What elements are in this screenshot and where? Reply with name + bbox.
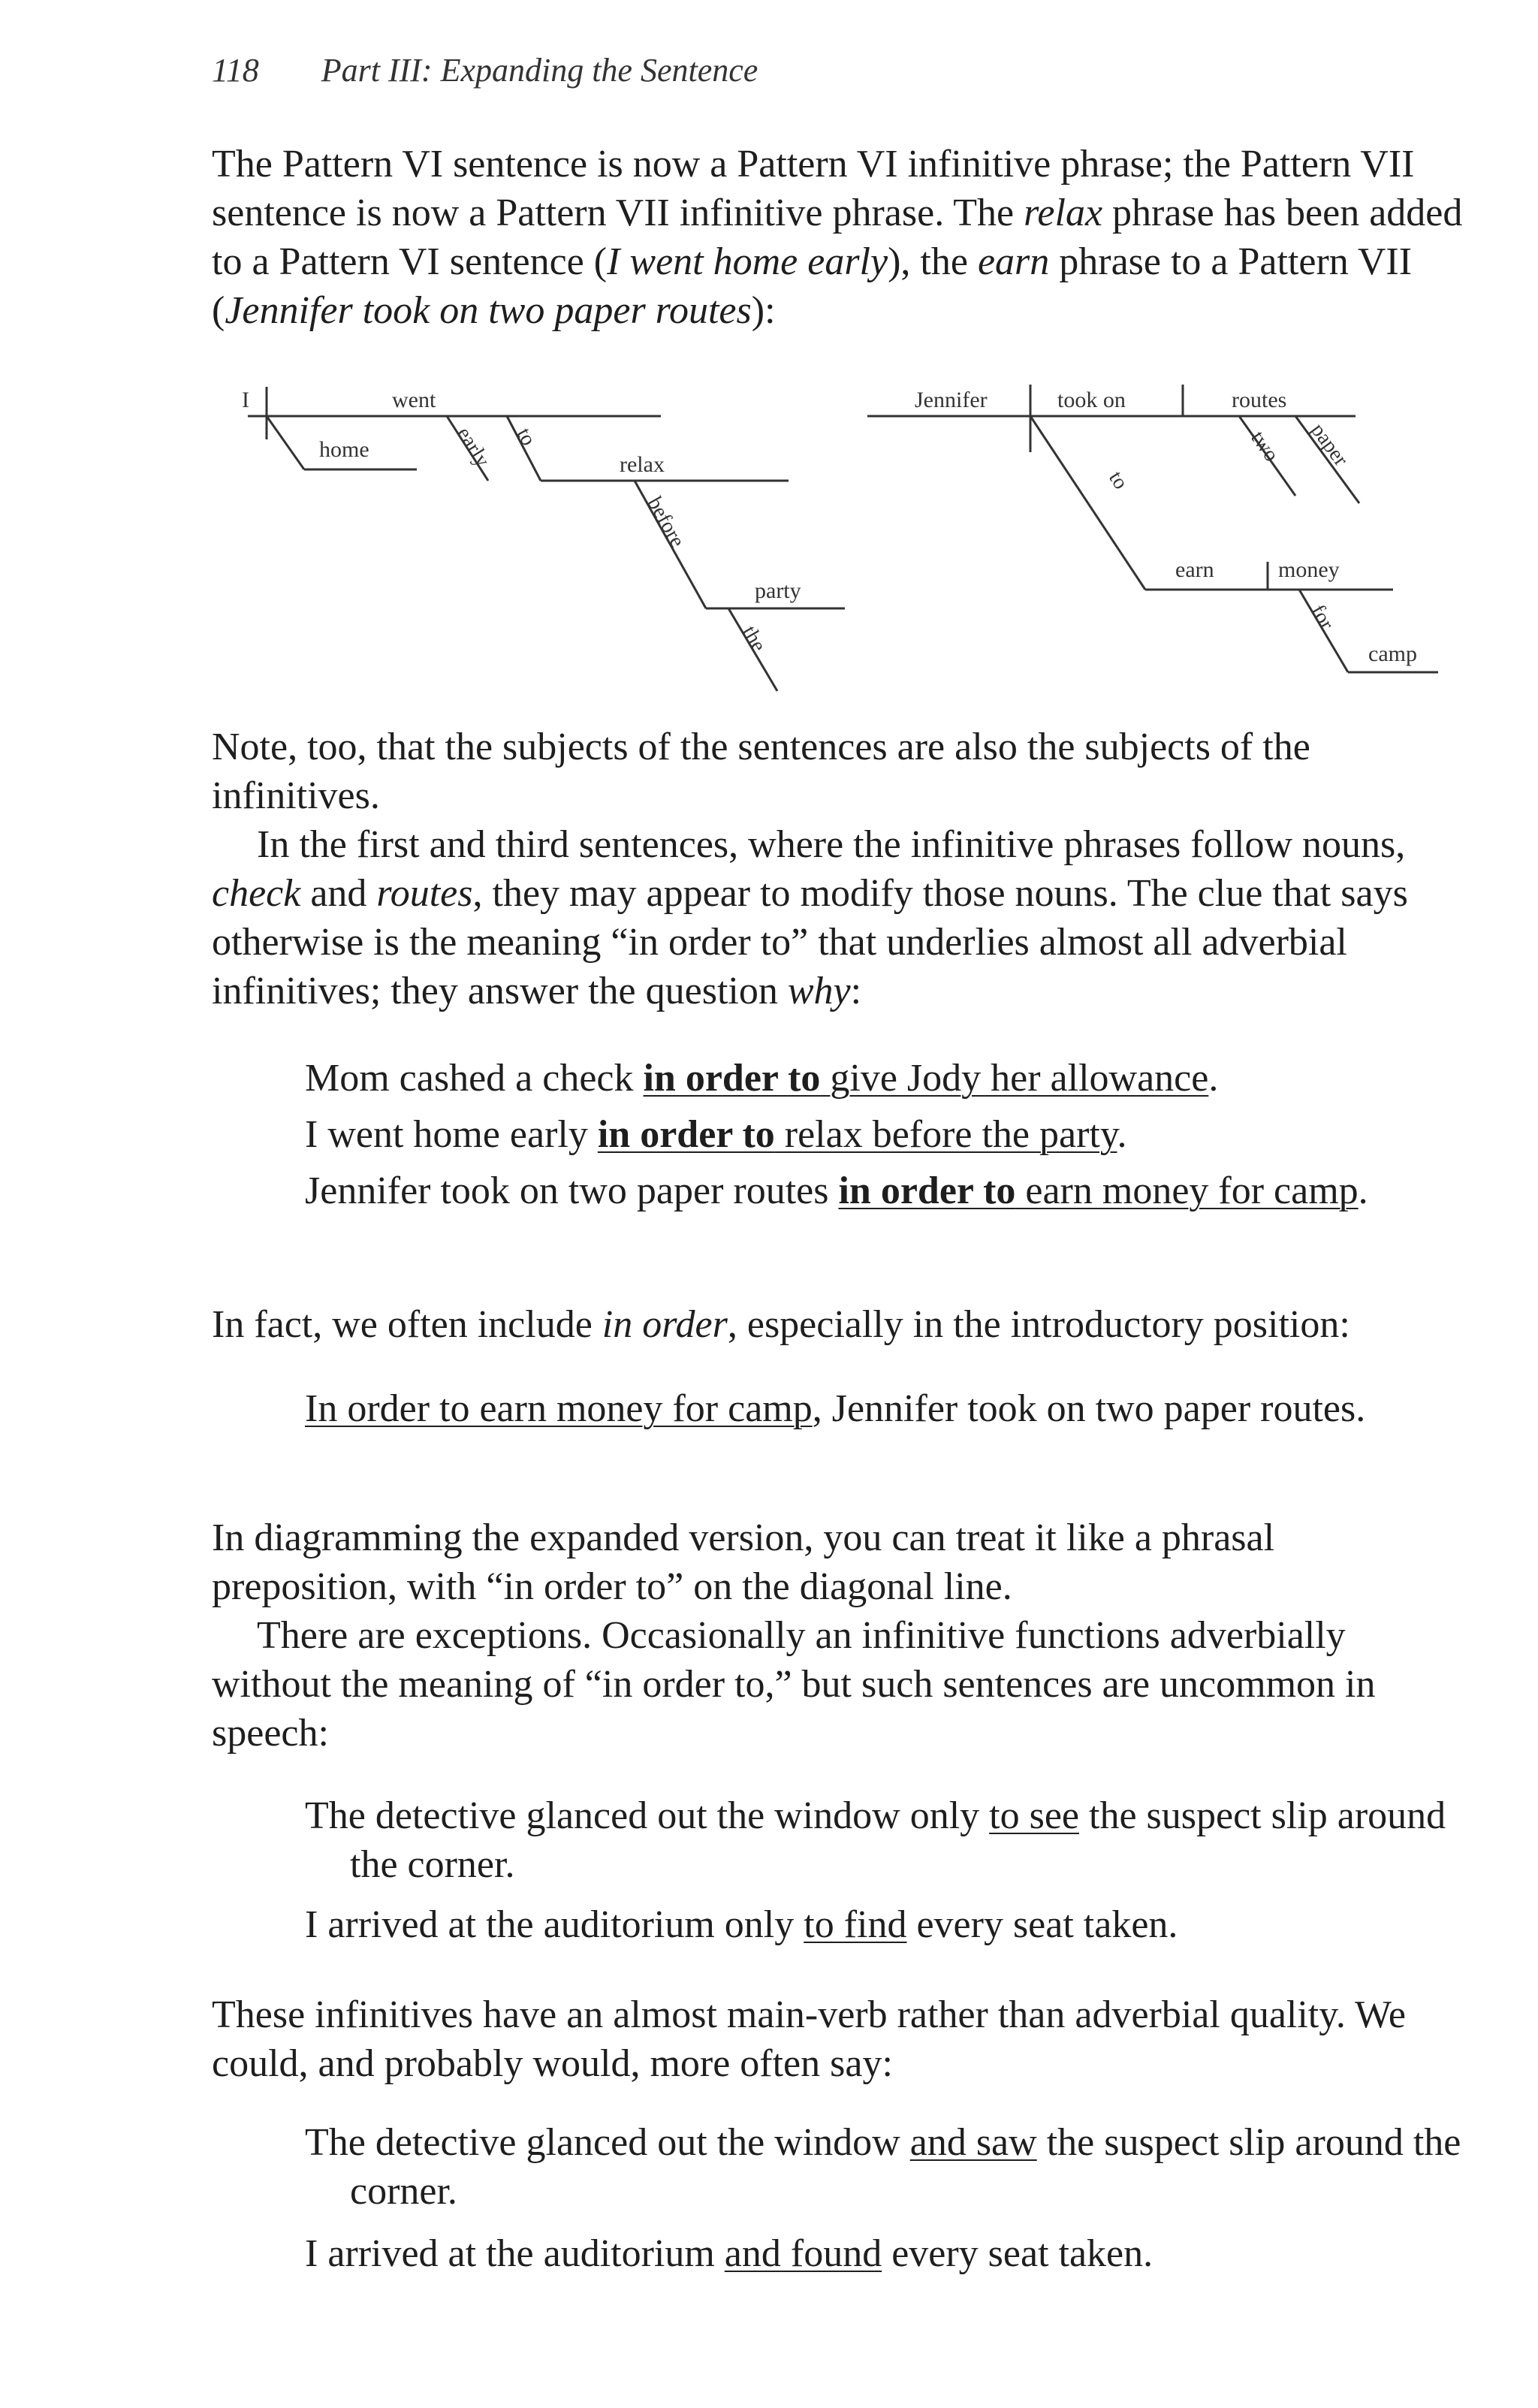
- underlined-phrase: to find: [804, 1903, 907, 1946]
- diagram2-infinitive: earn: [1175, 557, 1214, 582]
- bold-phrase: in order to: [643, 1057, 821, 1100]
- example-1: [305, 1054, 1491, 1103]
- diagram1-object: party: [755, 578, 801, 603]
- paragraph-6: [212, 1611, 1466, 1758]
- diagram1-infinitive: relax: [620, 452, 665, 477]
- diagram1-verb: went: [392, 388, 436, 412]
- emphasis: relax: [1024, 192, 1103, 234]
- example-8: [305, 2229, 1491, 2278]
- text: Note, too, that the subjects of the sentences are also the subjects of the infinitives.: [212, 726, 1310, 817]
- diagram1-preposition: before: [642, 493, 689, 551]
- text: I arrived at the auditorium only: [305, 1903, 804, 1946]
- paragraph-7: [212, 1990, 1466, 2088]
- page-number: 118: [212, 52, 259, 89]
- text: :: [850, 970, 862, 1012]
- example-3: [305, 1166, 1491, 1215]
- text: .: [1358, 1169, 1368, 1212]
- emphasis: in order: [602, 1303, 728, 1346]
- text: , they may appear to modify those nouns. The clue that says otherwise is the meaning “in order to” that underlies almost all adverbial infinitives; they answer the question: [212, 872, 1408, 1012]
- diagram1-subject: I: [242, 388, 249, 412]
- underlined-phrase: earn money for camp: [1015, 1169, 1359, 1212]
- example-2: [305, 1110, 1491, 1159]
- running-title: Part III: Expanding the Sentence: [321, 52, 758, 89]
- example-5: [305, 1791, 1491, 1889]
- diagram2-object: routes: [1232, 388, 1287, 412]
- underlined-phrase: In order to earn money for camp: [305, 1387, 813, 1430]
- text: and: [300, 872, 377, 915]
- diagram2-modifier-two: two: [1246, 427, 1283, 466]
- paragraph-4: [212, 1300, 1466, 1349]
- emphasis: I went home early: [607, 240, 888, 283]
- text: Jennifer took on two paper routes: [305, 1169, 839, 1212]
- example-6: [305, 1900, 1491, 1949]
- diagram1-infinitive-marker: to: [511, 424, 541, 450]
- text: phrase to a Pattern VII (: [212, 240, 1413, 332]
- emphasis: Jennifer took on two paper routes: [225, 289, 752, 332]
- text: The detective glanced out the window only: [305, 1794, 990, 1837]
- text: ):: [751, 289, 776, 332]
- diagram1-modifier-early: early: [452, 423, 495, 472]
- example-4: [305, 1384, 1491, 1433]
- diagram2-modifier-paper: paper: [1306, 418, 1353, 471]
- emphasis: why: [787, 970, 851, 1012]
- text: phrase has been added to a Pattern VI sentence (: [212, 192, 1463, 283]
- text: , Jennifer took on two paper routes.: [812, 1387, 1366, 1430]
- diagram2-preposition: for: [1305, 601, 1339, 634]
- text: the suspect slip around the corner.: [350, 1794, 1446, 1886]
- emphasis: routes: [376, 872, 473, 915]
- diagram1-article: the: [737, 622, 771, 656]
- diagram1-modifier-home: home: [319, 437, 369, 462]
- paragraph-2: [212, 723, 1466, 820]
- underlined-phrase: and saw: [909, 2121, 1037, 2164]
- text: In diagramming the expanded version, you can treat it like a phrasal preposition, with “in order to” on the diagonal line.: [212, 1516, 1275, 1608]
- running-head: [212, 51, 758, 89]
- diagram2-infinitive-marker: to: [1104, 466, 1132, 494]
- text: The Pattern VI sentence is now a Pattern VI infinitive phrase; the Pattern VII sentence is now a Pattern VII infinitive phrase. The: [212, 143, 1415, 234]
- text: the suspect slip around the corner.: [350, 2121, 1461, 2213]
- underlined-phrase: to see: [989, 1794, 1080, 1837]
- text: I went home early: [305, 1113, 598, 1156]
- text: .: [1117, 1113, 1127, 1156]
- diagram2-subject: Jennifer: [915, 388, 988, 412]
- text: ), the: [888, 240, 978, 283]
- sentence-diagram-1: [218, 368, 894, 699]
- underlined-phrase: and found: [724, 2232, 882, 2275]
- example-7: [305, 2118, 1491, 2216]
- text: , especially in the introductory position:: [727, 1303, 1350, 1346]
- emphasis: check: [212, 872, 301, 915]
- sentence-diagram-2: [856, 368, 1457, 699]
- paragraph-5: [212, 1513, 1466, 1611]
- text: In the first and third sentences, where the infinitive phrases follow nouns,: [257, 823, 1406, 866]
- bold-phrase: in order to: [838, 1169, 1016, 1212]
- emphasis: earn: [977, 240, 1050, 283]
- diagram2-verb: took on: [1057, 388, 1126, 412]
- underlined-phrase: give Jody her allowance: [820, 1057, 1209, 1100]
- text: In fact, we often include: [212, 1303, 602, 1346]
- paragraph-3: [212, 820, 1466, 1015]
- text: I arrived at the auditorium: [305, 2232, 725, 2275]
- text: Mom cashed a check: [305, 1057, 644, 1100]
- bold-phrase: in order to: [597, 1113, 775, 1156]
- text: There are exceptions. Occasionally an infinitive functions adverbially without the meaning of “in order to,” but such sentences are uncommon in speech:: [212, 1614, 1376, 1755]
- text: every seat taken.: [882, 2232, 1154, 2275]
- text: These infinitives have an almost main-verb rather than adverbial quality. We could, and probably would, more often say:: [212, 1993, 1406, 2085]
- text: The detective glanced out the window: [305, 2121, 910, 2164]
- diagram2-inf-object: money: [1278, 557, 1340, 582]
- text: .: [1208, 1057, 1219, 1100]
- text: every seat taken.: [906, 1903, 1178, 1946]
- underlined-phrase: relax before the party: [774, 1113, 1117, 1156]
- diagram2-prep-object: camp: [1368, 641, 1417, 666]
- paragraph-1: [212, 140, 1466, 335]
